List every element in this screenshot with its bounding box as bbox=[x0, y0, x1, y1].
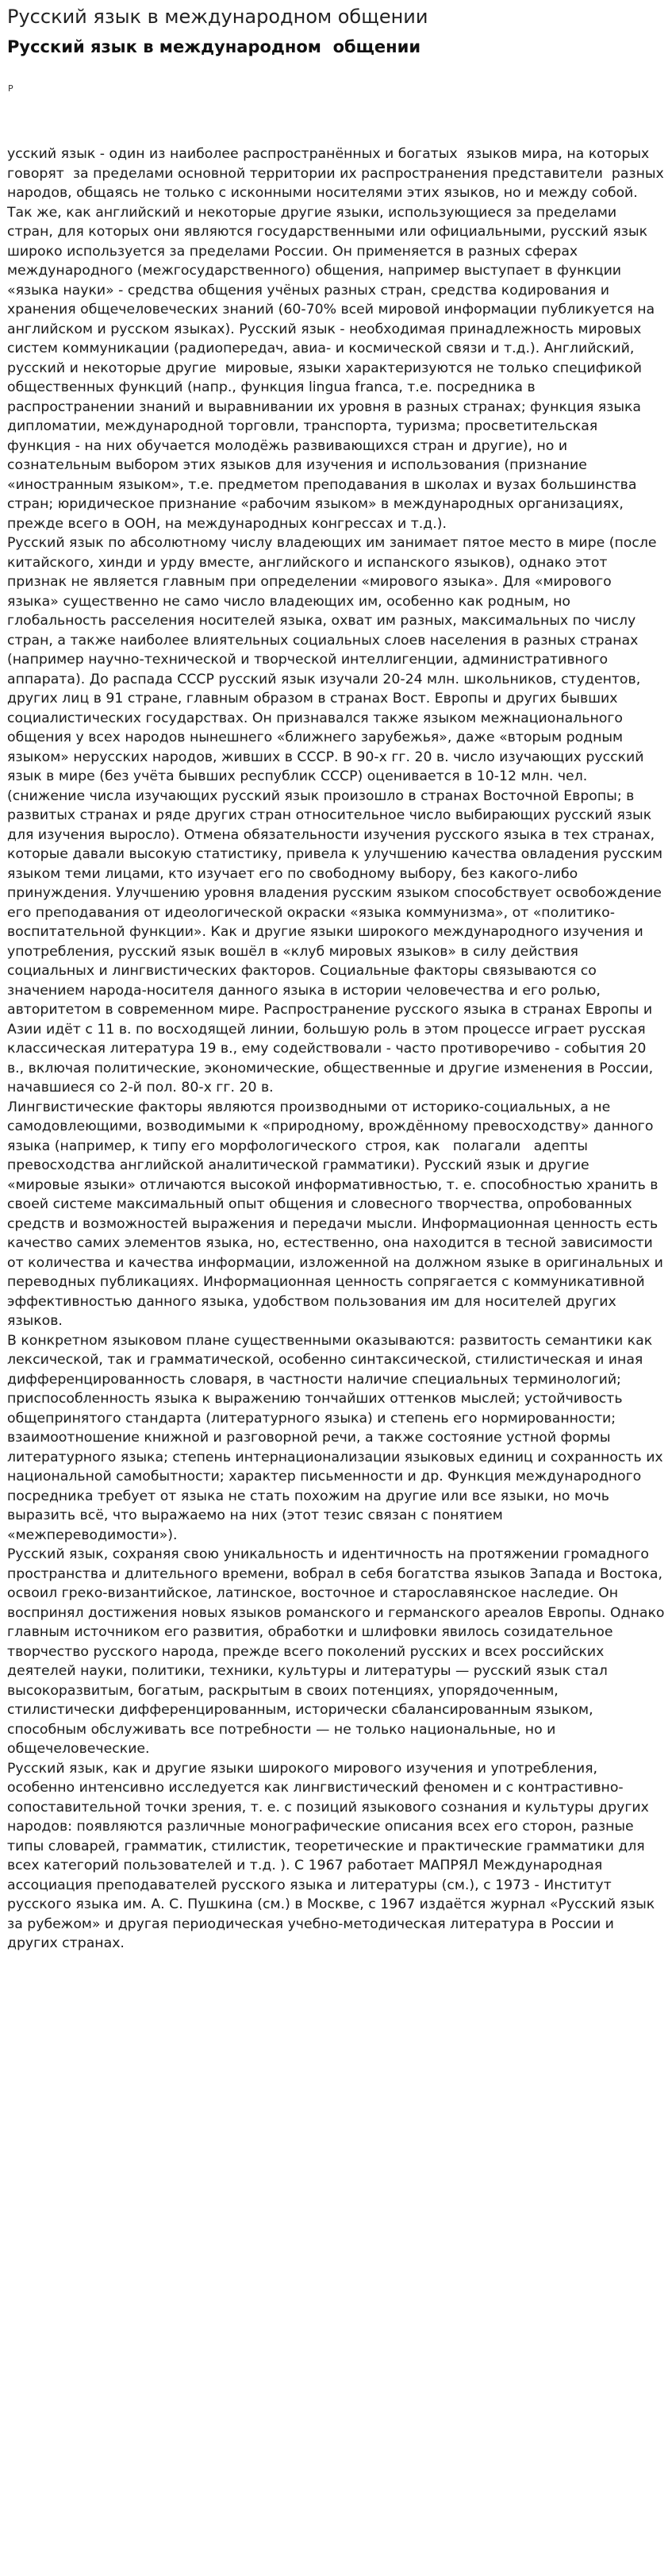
paragraph: Русский язык, как и другие языки широкого мирового изучения и употребления, особенно интенсивно исследуется как лингвистический феномен и с контрастивно-сопоставительной точки зрения, т. е. с позиций языкового сознания и культуры других народов: появляются различные монографические описания всех его сторон, разные типы словарей, грамматик, стилистик, теоретические и практические грамматики для всех категорий пользователей и т.д. ). С 1967 работает МАПРЯЛ Международная ассоциация преподавателей русского языка и литературы (см.), с 1973 - Институт русского языка им. А. С. Пушкина (см.) в Москве, с 1967 издаётся журнал «Русский язык за рубежом» и другая периодическая учебно-методическая литература в России и других странах. bbox=[7, 1760, 659, 1951]
paragraph: Русский язык по абсолютному числу владеющих им занимает пятое место в мире (после китайского, хинди и урду вместе, английского и испанского языков), однако этот признак не является главным при определении «мирового языка». Для «мирового языка» существенно не само число владеющих им, особенно как родным, но глобальность расселения носителей языка, охват им разных, максимальных по числу стран, а также наиболее влиятельных социальных слоев населения в разных странах (например научно-технической и творческой интеллигенции, административного аппарата). До распада СССР русский язык изучали 20-24 млн. школьников, студентов, других лиц в 91 стране, главным образом в странах Вост. Европы и других бывших социалистических государствах. Он признавался также языком межнационального общения у всех народов нынешнего «ближнего зарубежья», даже «вторым родным языком» нерусских народов, живших в СССР. В 90-х гг. 20 в. число изучающих русский язык в мире (без учёта бывших республик СССР) оценивается в 10-12 млн. чел. (снижение числа изучающих русский язык произошло в странах Восточной Европы; в развитых странах и ряде других стран относительное число выбирающих русский язык для изучения выросло). Отмена обязательности изучения русского языка в тех странах, которые давали высокую статистику, привела к улучшению качества овладения русским языком теми лицами, кто изучает его по свободному выбору, без какого-либо принуждения. Улучшению уровня владения русским языком способствует освобождение его преподавания от идеологической окраски «языка коммунизма», от «политико-воспитательной функции». Как и другие языки широкого международного изучения и употребления, русский язык вошёл в «клуб мировых языков» в силу действия социальных и лингвистических факторов. Социальные факторы связываются со значением народа-носителя данного языка в истории человечества и его ролью, авторитетом в современном мире. Распространение русского языка в странах Европы и Азии идёт с 11 в. по восходящей линии, большую роль в этом процессе играет русская классическая литература 19 в., ему содействовали - часто противоречиво - события 20 в., включая политические, экономические, общественные и другие изменения в России, начавшиеся со 2-й пол. 80-х гг. 20 в. bbox=[7, 535, 667, 1095]
paragraph: Русский язык, сохраняя свою уникальность и идентичность на протяжении громадного пространства и длительного времени, вобрал в себя богатства языков Запада и Востока, освоил греко-византийское, латинское, восточное и старославянское наследие. Он воспринял достижения новых языков романского и германского ареалов Европы. Однако главным источником его развития, обработки и шлифовки явилось созидательное творчество русского народа, прежде всего поколений русских и всех российских деятелей науки, политики, техники, культуры и литературы — русский язык стал высокоразвитым, богатым, раскрытым в своих потенциях, упорядоченным, стилистически дифференцированным, исторически сбалансированным языком, способным обслуживать все потребности — не только национальные, но и общечеловеческие. bbox=[7, 1546, 669, 1757]
article-heading: Русский язык в международном общении bbox=[7, 37, 421, 56]
article-body bbox=[7, 144, 669, 1954]
paragraph: Так же, как английский и некоторые другие языки, использующиеся за пределами стран, для которых они являются государственными или официальными, русский язык широко используется за пределами России. Он применяется в разных сферах международного (межгосударственного) общения, например выступает в функции «языка науки» - средства общения учёных разных стран, средства кодирования и хранения общечеловеческих знаний (60-70% всей мировой информации публикуется на английском и русском языках). Русский язык - необходимая принадлежность мировых систем коммуникации (радиопередач, авиа- и космической связи и т.д.). Английский, русский и некоторые другие мировые, языки характеризуются не только спецификой общественных функций (напр., функция lingua franca, т.е. посредника в распространении знаний и выравнивании их уровня в разных странах; функция языка дипломатии, международной торговли, транспорта, туризма; просветительская функция - на них обучается молодёжь развивающихся стран и другие), но и сознательным выбором этих языков для изучения и использования (признание «иностранным языком», т.е. предметом преподавания в школах и вузах большинства стран; юридическое признание «рабочим языком» в международных организациях, прежде всего в ООН, на международных конгрессах и т.д.). bbox=[7, 204, 659, 532]
paragraph: Лингвистические факторы являются производными от историко-социальных, а не самодовлеющими, возводимыми к «природному, врождённому превосходству» данного языка (например, к типу его морфологического строя, как полагали адепты превосходства английской аналитической грамматики). Русский язык и другие «мировые языки» отличаются высокой информативностью, т. е. способностью хранить в своей системе максимальный опыт общения и словесного творчества, опробованных средств и возможностей выражения и передачи мысли. Информационная ценность есть качество самих элементов языка, но, естественно, она находится в тесной зависимости от количества и качества информации, изложенной на должном языке в оригинальных и переводных публикациях. Информационная ценность сопрягается с коммуникативной эффективностью данного языка, удобством пользования им для носителей других языков. bbox=[7, 1099, 668, 1329]
page-title: Русский язык в международном общении bbox=[7, 6, 428, 28]
dropcap-letter: Р bbox=[8, 83, 13, 94]
paragraph: В конкретном языковом плане существенными оказываются: развитость семантики как лексической, так и грамматической, особенно синтаксической, стилистическая и иная дифференцированность словаря, в частности наличие специальных терминологий; приспособленность языка к выражению тончайших оттенков мыслей; устойчивость общепринятого стандарта (литературного языка) и степень его нормированности; взаимоотношение книжной и разговорной речи, а также состояние устной формы литературного языка; степень интернационализации языковых единиц и сохранность их национальной самобытности; характер письменности и др. Функция международного посредника требует от языка не стать похожим на другие или все языки, но мочь выразить всё, что выражаемо на них (этот тезис связан с понятием «межпереводимости»). bbox=[7, 1332, 668, 1543]
paragraph: усский язык - один из наиболее распространённых и богатых языков мира, на которых говорят за пределами основной территории их распространения представители разных народов, общаясь не только с исконными носителями этих языков, но и между собой. bbox=[7, 146, 669, 201]
document-page bbox=[0, 3, 672, 1954]
